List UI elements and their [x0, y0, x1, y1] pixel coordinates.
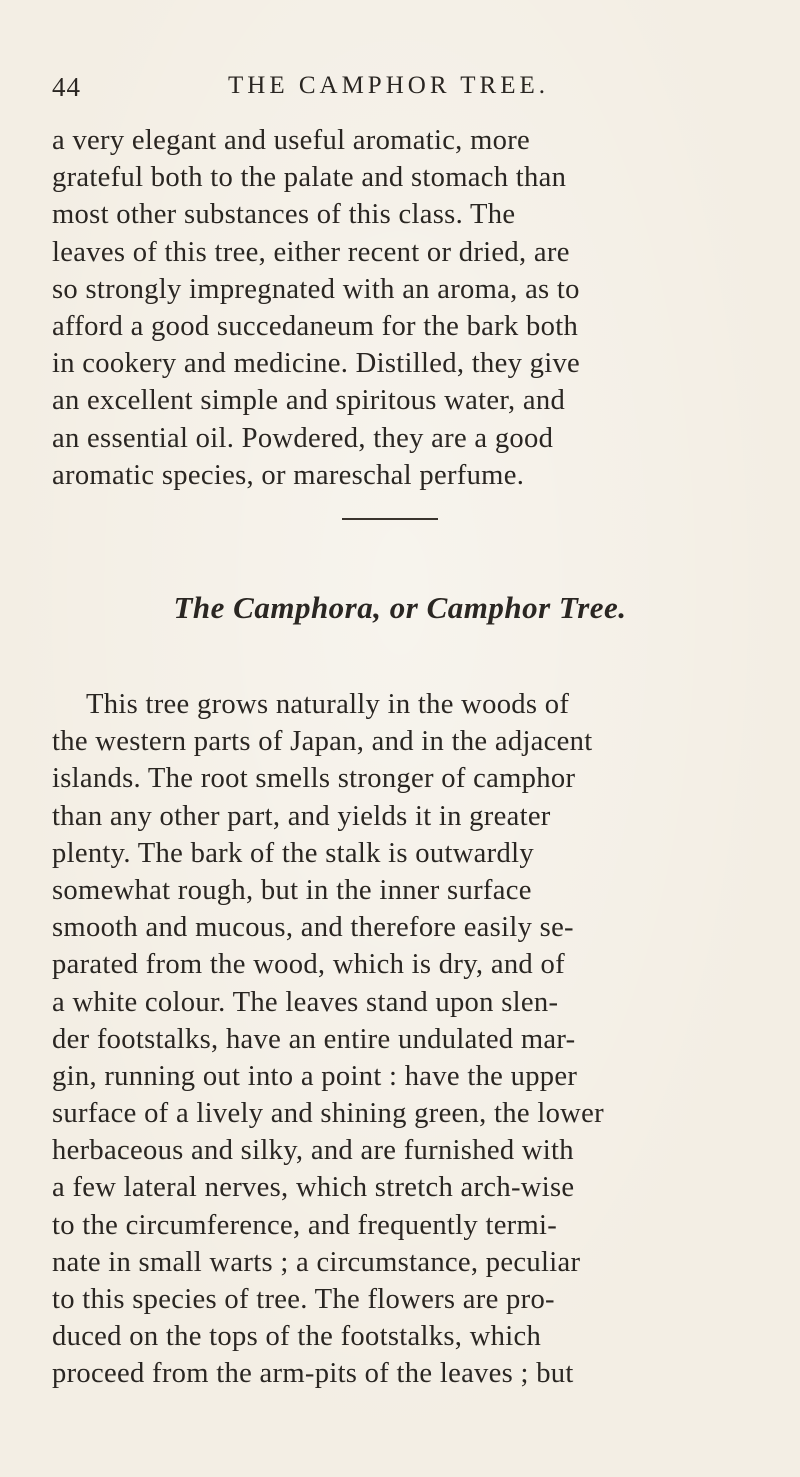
text-line: an excellent simple and spiritous water, and	[52, 385, 566, 417]
text-line: surface of a lively and shining green, the lower	[52, 1098, 604, 1130]
text-line: than any other part, and yields it in greater	[52, 800, 551, 832]
text-line: nate in small warts ; a circumstance, peculiar	[52, 1246, 581, 1278]
text-line: This tree grows naturally in the woods of	[86, 689, 570, 720]
text-line: in cookery and medicine. Distilled, they give	[52, 348, 581, 380]
text-line: duced on the tops of the footstalks, which	[52, 1321, 542, 1353]
text-line: a few lateral nerves, which stretch arch-wise	[52, 1172, 575, 1204]
running-title: THE CAMPHOR TREE.	[228, 72, 550, 99]
paragraph-aromatic	[52, 122, 752, 494]
text-line: so strongly impregnated with an aroma, as to	[52, 273, 580, 305]
text-line: der footstalks, have an entire undulated mar-	[52, 1023, 576, 1055]
text-line: plenty. The bark of the stalk is outwardly	[52, 837, 534, 869]
text-line: smooth and mucous, and therefore easily se-	[52, 912, 574, 944]
text-line: herbaceous and silky, and are furnished with	[52, 1135, 574, 1167]
running-head	[52, 72, 752, 112]
text-line: proceed from the arm-pits of the leaves ; but	[52, 1358, 574, 1390]
text-line: aromatic species, or mareschal perfume.	[52, 459, 525, 491]
text-line: the western parts of Japan, and in the adjacent	[52, 726, 593, 758]
text-line: to the circumference, and frequently termi-	[52, 1209, 558, 1241]
text-line: gin, running out into a point : have the upper	[52, 1060, 578, 1092]
text-line: parated from the wood, which is dry, and of	[52, 949, 565, 981]
text-line: a very elegant and useful aromatic, more	[52, 125, 531, 156]
text-line: somewhat rough, but in the inner surface	[52, 874, 532, 906]
text-line: most other substances of this class. The	[52, 199, 516, 231]
text-line: islands. The root smells stronger of camphor	[52, 763, 576, 795]
page-number: 44	[52, 72, 81, 102]
section-divider	[342, 518, 438, 520]
text-line: leaves of this tree, either recent or dried, are	[52, 236, 570, 268]
paragraph-camphor-tree	[52, 686, 752, 1393]
text-line: to this species of tree. The flowers are pro-	[52, 1284, 555, 1315]
text-line: an essential oil. Powdered, they are a good	[52, 422, 554, 454]
section-heading: The Camphora, or Camphor Tree.	[173, 590, 627, 625]
text-line: a white colour. The leaves stand upon slen-	[52, 986, 559, 1018]
text-line: grateful both to the palate and stomach than	[52, 162, 567, 194]
text-line: afford a good succedaneum for the bark both	[52, 310, 579, 342]
